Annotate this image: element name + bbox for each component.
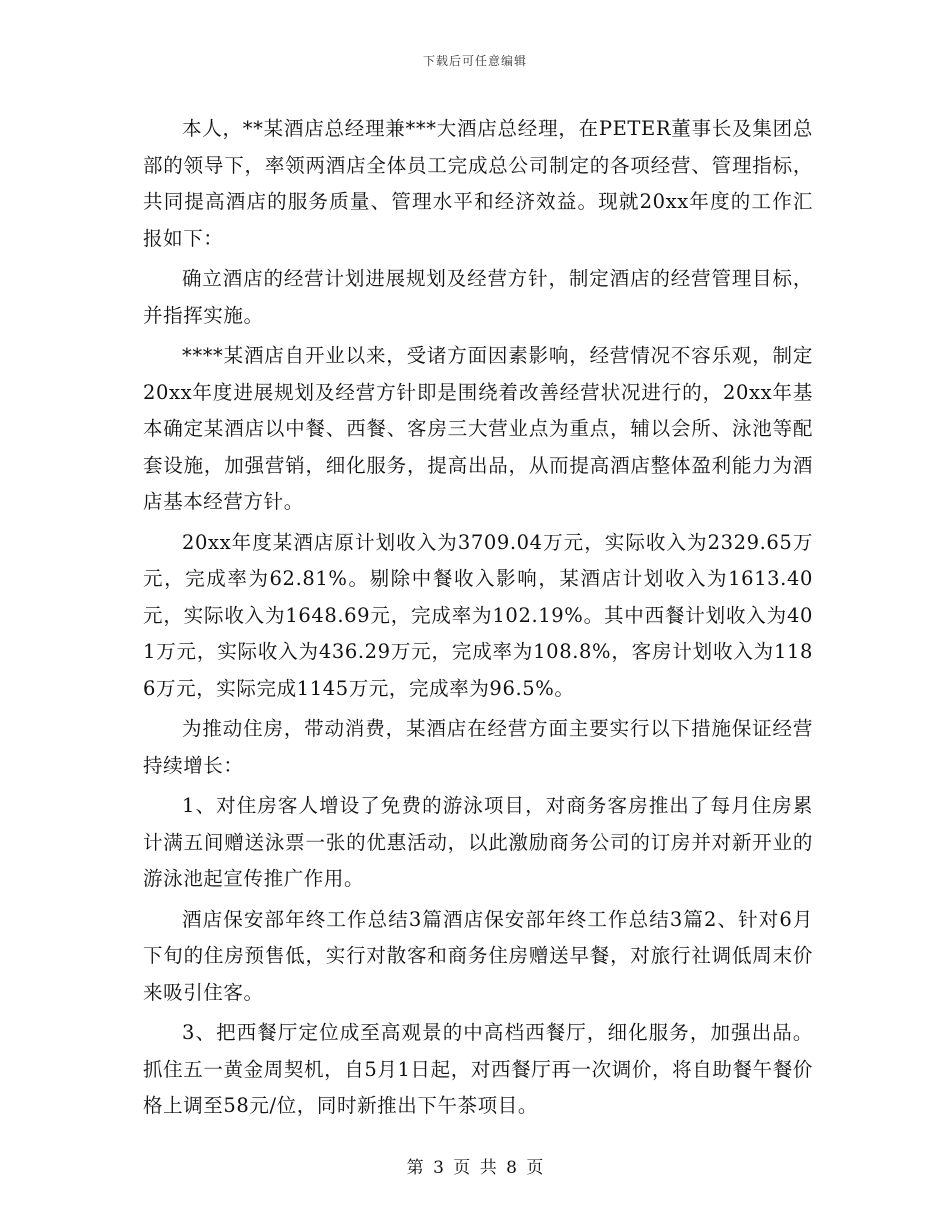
paragraph-revenue: 20xx年度某酒店原计划收入为3709.04万元，实际收入为2329.65万元，完成率为62.81%。剔除中餐收入影响，某酒店计划收入为1613.40元，实际收入为1648.69元，完成率为102.19%。其中西餐计划收入为401万元，实际收入为436.29万元，完成率为108.8%，客房计划收入为1186万元，实际完成1145万元，完成率为96.5%。 (143, 530, 813, 700)
paragraph-measures-intro: 为推动住房，带动消费，某酒店在经营方面主要实行以下措施保证经营持续增长： (143, 717, 813, 777)
document-body (143, 111, 813, 1129)
paragraph-plan: 确立酒店的经营计划进展规划及经营方针，制定酒店的经营管理目标，并指挥实施。 (143, 267, 813, 327)
paragraph-measure-1: 1、对住房客人增设了免费的游泳项目，对商务客房推出了每月住房累计满五间赠送泳票一张的优惠活动，以此激励商务公司的订房并对新开业的游泳池起宣传推广作用。 (143, 794, 813, 890)
paragraph-measure-2: 酒店保安部年终工作总结3篇酒店保安部年终工作总结3篇2、针对6月下旬的住房预售低，实行对散客和商务住房赠送早餐，对旅行社调低周末价来吸引住客。 (143, 907, 813, 1004)
paragraph-measure-3: 3、把西餐厅定位成至高观景的中高档西餐厅，细化服务，加强出品。抓住五一黄金周契机，自5月1日起，对西餐厅再一次调价，将自助餐午餐价格上调至58元/位，同时新推出下午茶项目。 (143, 1021, 813, 1117)
paragraph-strategy: ****某酒店自开业以来，受诸方面因素影响，经营情况不容乐观，制定20xx年度进展规划及经营方针即是围绕着改善经营状况进行的，20xx年基本确定某酒店以中餐、西餐、客房三大营业点为重点，辅以会所、泳池等配套设施，加强营销，细化服务，提高出品，从而提高酒店整体盈利能力为酒店基本经营方针。 (143, 344, 813, 513)
page-header-note: 下载后可任意编辑 (422, 54, 527, 68)
page-number: 第 3 页 共 8 页 (406, 1158, 544, 1178)
paragraph-intro: 本人，**某酒店总经理兼***大酒店总经理，在PETER董事长及集团总部的领导下，率领两酒店全体员工完成总公司制定的各项经营、管理指标，共同提高酒店的服务质量、管理水平和经济效益。现就20xx年度的工作汇报如下： (143, 117, 813, 250)
